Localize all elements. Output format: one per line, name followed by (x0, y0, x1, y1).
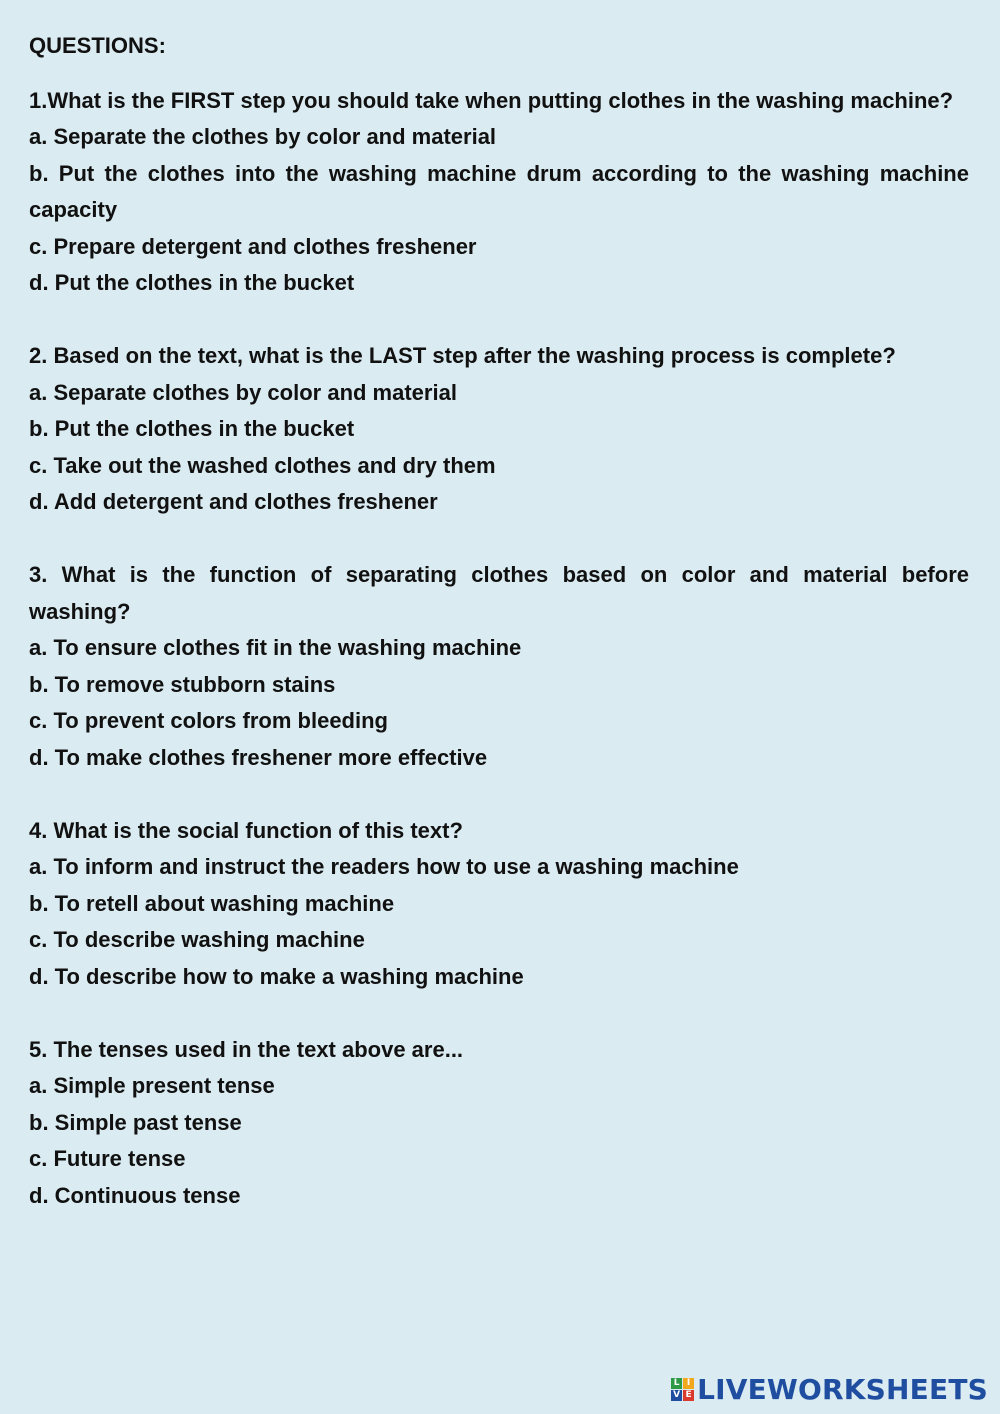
question-block-5 (29, 1032, 969, 1215)
question-text: 5. The tenses used in the text above are... (29, 1036, 464, 1062)
answer-option[interactable]: b. Simple past tense (29, 1109, 242, 1135)
question-block-3 (29, 557, 969, 776)
question-text: 1.What is the FIRST step you should take when putting clothes in the washing machine? (29, 87, 954, 113)
answer-option[interactable]: d. To describe how to make a washing machine (29, 963, 524, 989)
question-text: 2. Based on the text, what is the LAST step after the washing process is complete? (29, 343, 896, 368)
logo-tile-v: V (671, 1390, 682, 1401)
answer-option[interactable]: a. Separate the clothes by color and material (29, 124, 497, 149)
question-block-2 (29, 338, 969, 521)
answer-option[interactable]: a. Simple present tense (29, 1073, 275, 1098)
question-text: 3. What is the function of separating clothes based on color and material before washing? (29, 562, 969, 624)
questions-heading: QUESTIONS: (29, 33, 166, 58)
answer-option[interactable]: d. Put the clothes in the bucket (29, 270, 355, 295)
answer-option[interactable]: c. Prepare detergent and clothes freshener (29, 233, 477, 259)
answer-option[interactable]: b. To remove stubborn stains (29, 671, 336, 697)
answer-option[interactable]: a. Separate clothes by color and material (29, 379, 457, 405)
liveworksheets-logo-icon (671, 1378, 694, 1401)
logo-tile-e: E (683, 1390, 694, 1401)
answer-option[interactable]: a. To ensure clothes fit in the washing machine (29, 635, 522, 660)
answer-option[interactable]: c. Future tense (29, 1146, 186, 1171)
answer-option[interactable]: b. Put the clothes into the washing machine drum according to the washing machine capacity (29, 160, 969, 222)
answer-option[interactable]: a. To inform and instruct the readers how to use a washing machine (29, 854, 739, 879)
answer-option[interactable]: c. To prevent colors from bleeding (29, 708, 388, 733)
answer-option[interactable]: b. Put the clothes in the bucket (29, 416, 355, 441)
answer-option[interactable]: d. Continuous tense (29, 1182, 241, 1208)
worksheet (29, 28, 969, 1251)
brand-name: LIVEWORKSHEETS (697, 1373, 988, 1406)
logo-tile-l: L (671, 1378, 682, 1389)
liveworksheets-brand (671, 1373, 988, 1406)
answer-option[interactable]: d. To make clothes freshener more effective (29, 744, 488, 770)
answer-option[interactable]: c. To describe washing machine (29, 927, 365, 952)
question-text: 4. What is the social function of this text? (29, 817, 463, 843)
answer-option[interactable]: c. Take out the washed clothes and dry them (29, 452, 496, 478)
answer-option[interactable]: d. Add detergent and clothes freshener (29, 489, 438, 514)
logo-tile-i: I (683, 1378, 694, 1389)
answer-option[interactable]: b. To retell about washing machine (29, 890, 395, 916)
question-block-4 (29, 813, 969, 996)
question-block-1 (29, 83, 969, 302)
